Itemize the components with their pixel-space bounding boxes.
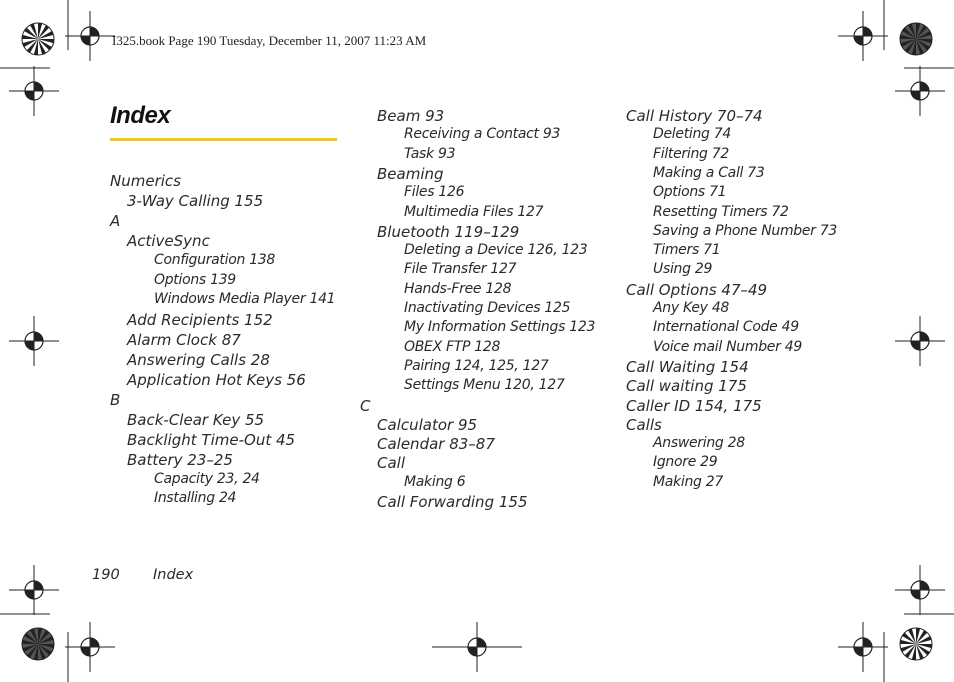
index-entry: Backlight Time-Out 45 bbox=[127, 430, 296, 449]
footer-section-name: Index bbox=[153, 567, 194, 583]
index-subentry: Any Key 48 bbox=[653, 300, 730, 316]
index-subentry: Voice mail Number 49 bbox=[653, 338, 802, 355]
index-subentry: Timers 71 bbox=[653, 242, 721, 259]
registration-target-left-upper bbox=[9, 66, 59, 116]
index-entry: Back-Clear Key 55 bbox=[127, 410, 265, 429]
registration-target-top-left bbox=[65, 11, 115, 61]
index-subentry: Answering 28 bbox=[653, 435, 745, 452]
index-subentry: Options 71 bbox=[653, 184, 727, 201]
index-subentry: Receiving a Contact 93 bbox=[404, 126, 561, 143]
starburst-target-top-left bbox=[21, 22, 55, 56]
index-subentry: Task 93 bbox=[404, 145, 456, 162]
index-subentry: Saving a Phone Number 73 bbox=[653, 222, 838, 239]
index-subentry: My Information Settings 123 bbox=[404, 319, 596, 336]
starburst-target-top-right bbox=[899, 22, 933, 56]
index-subentry: Ignore 29 bbox=[653, 454, 718, 471]
index-entry: Alarm Clock 87 bbox=[127, 331, 241, 350]
index-entry: Bluetooth 119–129 bbox=[377, 222, 520, 241]
index-subentry: Resetting Timers 72 bbox=[653, 203, 789, 220]
index-subentry: Multimedia Files 127 bbox=[404, 203, 544, 220]
index-entry: Add Recipients 152 bbox=[127, 311, 273, 330]
index-entry: ActiveSync bbox=[127, 231, 210, 250]
index-subentry: OBEX FTP 128 bbox=[404, 338, 501, 355]
index-subentry: File Transfer 127 bbox=[404, 261, 517, 278]
index-entry: Call waiting 175 bbox=[626, 377, 747, 396]
index-entry: Calls bbox=[626, 415, 662, 434]
index-subentry: Pairing 124, 125, 127 bbox=[404, 357, 549, 374]
registration-target-right-lower bbox=[895, 565, 945, 615]
index-entry: Answering Calls 28 bbox=[127, 351, 270, 370]
title-underline bbox=[110, 138, 337, 141]
registration-target-top-right bbox=[838, 11, 888, 61]
index-entry: Call Options 47–49 bbox=[626, 280, 768, 299]
registration-target-left-lower bbox=[9, 565, 59, 615]
index-entry: Caller ID 154, 175 bbox=[626, 396, 762, 415]
registration-target-bottom-right bbox=[838, 622, 888, 672]
index-entry: Beam 93 bbox=[377, 107, 445, 125]
index-subentry: Configuration 138 bbox=[154, 251, 276, 268]
registration-target-left-middle bbox=[9, 316, 59, 366]
index-subentry: Making a Call 73 bbox=[653, 164, 765, 181]
registration-target-right-upper bbox=[895, 66, 945, 116]
index-subentry: Hands-Free 128 bbox=[404, 280, 512, 297]
starburst-target-bottom-left bbox=[21, 627, 55, 661]
index-entry: Calendar 83–87 bbox=[377, 435, 495, 454]
index-entry: Call Forwarding 155 bbox=[377, 493, 528, 511]
index-subentry: Using 29 bbox=[653, 261, 713, 278]
index-letter-heading: Numerics bbox=[110, 172, 181, 190]
page-title: Index bbox=[110, 102, 171, 129]
index-letter-heading: A bbox=[110, 211, 121, 230]
index-subentry: Options 139 bbox=[154, 271, 236, 288]
index-subentry: Inactivating Devices 125 bbox=[404, 300, 571, 316]
index-letter-heading: B bbox=[110, 390, 121, 409]
index-subentry: Deleting a Device 126, 123 bbox=[404, 242, 588, 259]
index-entry: Call bbox=[377, 454, 406, 473]
index-subentry: International Code 49 bbox=[653, 319, 799, 336]
registration-target-right-middle bbox=[895, 316, 945, 366]
index-subentry: Filtering 72 bbox=[653, 145, 730, 162]
index-subentry: Installing 24 bbox=[154, 490, 237, 507]
print-header: I325.book Page 190 Tuesday, December 11, 2007 11:23 AM bbox=[112, 33, 427, 48]
index-entry: Beaming bbox=[377, 164, 444, 183]
index-letter-heading: C bbox=[360, 396, 371, 415]
index-subentry: Deleting 74 bbox=[653, 126, 731, 143]
footer-page-number: 190 bbox=[92, 567, 120, 583]
index-subentry: Settings Menu 120, 127 bbox=[404, 377, 565, 394]
index-entry: Call History 70–74 bbox=[626, 107, 763, 125]
index-subentry: Files 126 bbox=[404, 184, 465, 201]
index-subentry: Capacity 23, 24 bbox=[154, 470, 260, 487]
starburst-target-bottom-right bbox=[899, 627, 933, 661]
index-subentry: Making 6 bbox=[404, 473, 466, 490]
index-subentry: Making 27 bbox=[653, 473, 723, 490]
registration-target-bottom-center bbox=[432, 622, 522, 672]
index-subentry: Windows Media Player 141 bbox=[154, 291, 336, 308]
index-entry: Call Waiting 154 bbox=[626, 357, 749, 376]
index-entry: Battery 23–25 bbox=[127, 450, 233, 469]
index-entry: 3-Way Calling 155 bbox=[127, 191, 264, 210]
registration-target-bottom-left bbox=[65, 622, 115, 672]
index-entry: Calculator 95 bbox=[377, 415, 478, 434]
index-entry: Application Hot Keys 56 bbox=[127, 371, 306, 389]
